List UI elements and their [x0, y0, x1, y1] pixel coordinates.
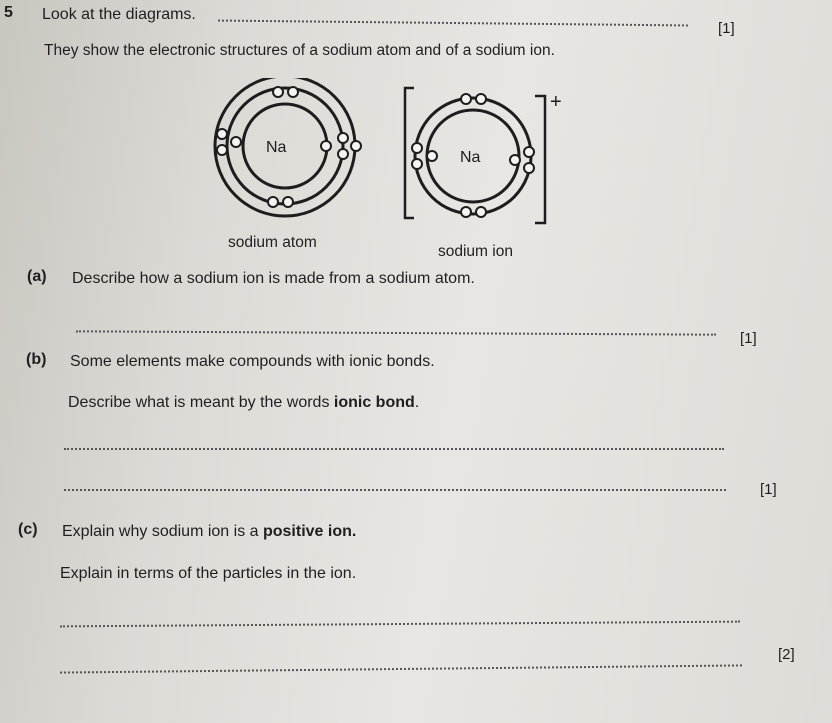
ion-electron [427, 151, 437, 161]
part-a-mark: [1] [740, 330, 757, 347]
ion-electron [461, 94, 471, 104]
ion-electron [476, 207, 486, 217]
sodium-atom-diagram [215, 78, 361, 216]
question-description: They show the electronic structures of a sodium atom and of a sodium ion. [44, 42, 555, 59]
part-b-prompt-bold: ionic bond [333, 394, 415, 411]
part-c-text-bold: positive ion. [262, 523, 357, 540]
ion-right-bracket [535, 96, 545, 223]
ion-symbol: Na [460, 149, 481, 166]
part-a-text: Describe how a sodium ion is made from a sodium atom. [72, 270, 475, 287]
ion-caption: sodium ion [438, 243, 513, 260]
sodium-ion-diagram [405, 88, 562, 223]
part-b-mark: [1] [760, 481, 777, 498]
atom-electron [288, 87, 298, 97]
ion-left-bracket [405, 88, 414, 218]
part-b-label: (b) [26, 351, 47, 368]
part-c-answer-line-2[interactable] [60, 664, 742, 673]
atom-electron [217, 129, 227, 139]
atom-electron [338, 149, 348, 159]
ion-electron [524, 147, 534, 157]
part-b-prompt [68, 394, 419, 412]
ion-electron [510, 155, 520, 165]
ion-electron [524, 163, 534, 173]
ion-electron [412, 159, 422, 169]
ion-electron [461, 207, 471, 217]
part-c-label: (c) [18, 521, 38, 538]
part-c-answer-line-1[interactable] [60, 621, 740, 628]
ion-electron [476, 94, 486, 104]
atom-electron [321, 141, 331, 151]
part-b-answer-line-2[interactable] [64, 489, 726, 491]
part-a-answer-line[interactable] [76, 330, 716, 335]
atom-electron [283, 197, 293, 207]
part-c-text [62, 523, 356, 541]
part-c-mark: [2] [778, 646, 795, 663]
part-b-answer-line-1[interactable] [64, 448, 724, 450]
intro-mark: [1] [718, 20, 735, 37]
atom-caption: sodium atom [228, 234, 317, 251]
intro-answer-line[interactable] [218, 20, 688, 27]
atom-electron [273, 87, 283, 97]
question-intro: Look at the diagrams. [42, 6, 196, 23]
ion-charge: + [550, 91, 562, 113]
ion-electron [412, 143, 422, 153]
atom-electron [231, 137, 241, 147]
part-c-prompt: Explain in terms of the particles in the ion. [60, 565, 357, 582]
atom-electron [351, 141, 361, 151]
atom-electron [268, 197, 278, 207]
part-b-prompt-start: Describe what is meant by the words [68, 394, 334, 411]
atom-electron [338, 133, 348, 143]
part-b-text: Some elements make compounds with ionic bonds. [70, 353, 435, 370]
part-a-label: (a) [27, 268, 47, 285]
atom-electron [217, 145, 227, 155]
part-c-text-start: Explain why sodium ion is a [62, 523, 263, 540]
question-number: 5 [4, 4, 13, 21]
part-b-prompt-end: . [414, 394, 420, 411]
atom-symbol: Na [266, 139, 287, 156]
